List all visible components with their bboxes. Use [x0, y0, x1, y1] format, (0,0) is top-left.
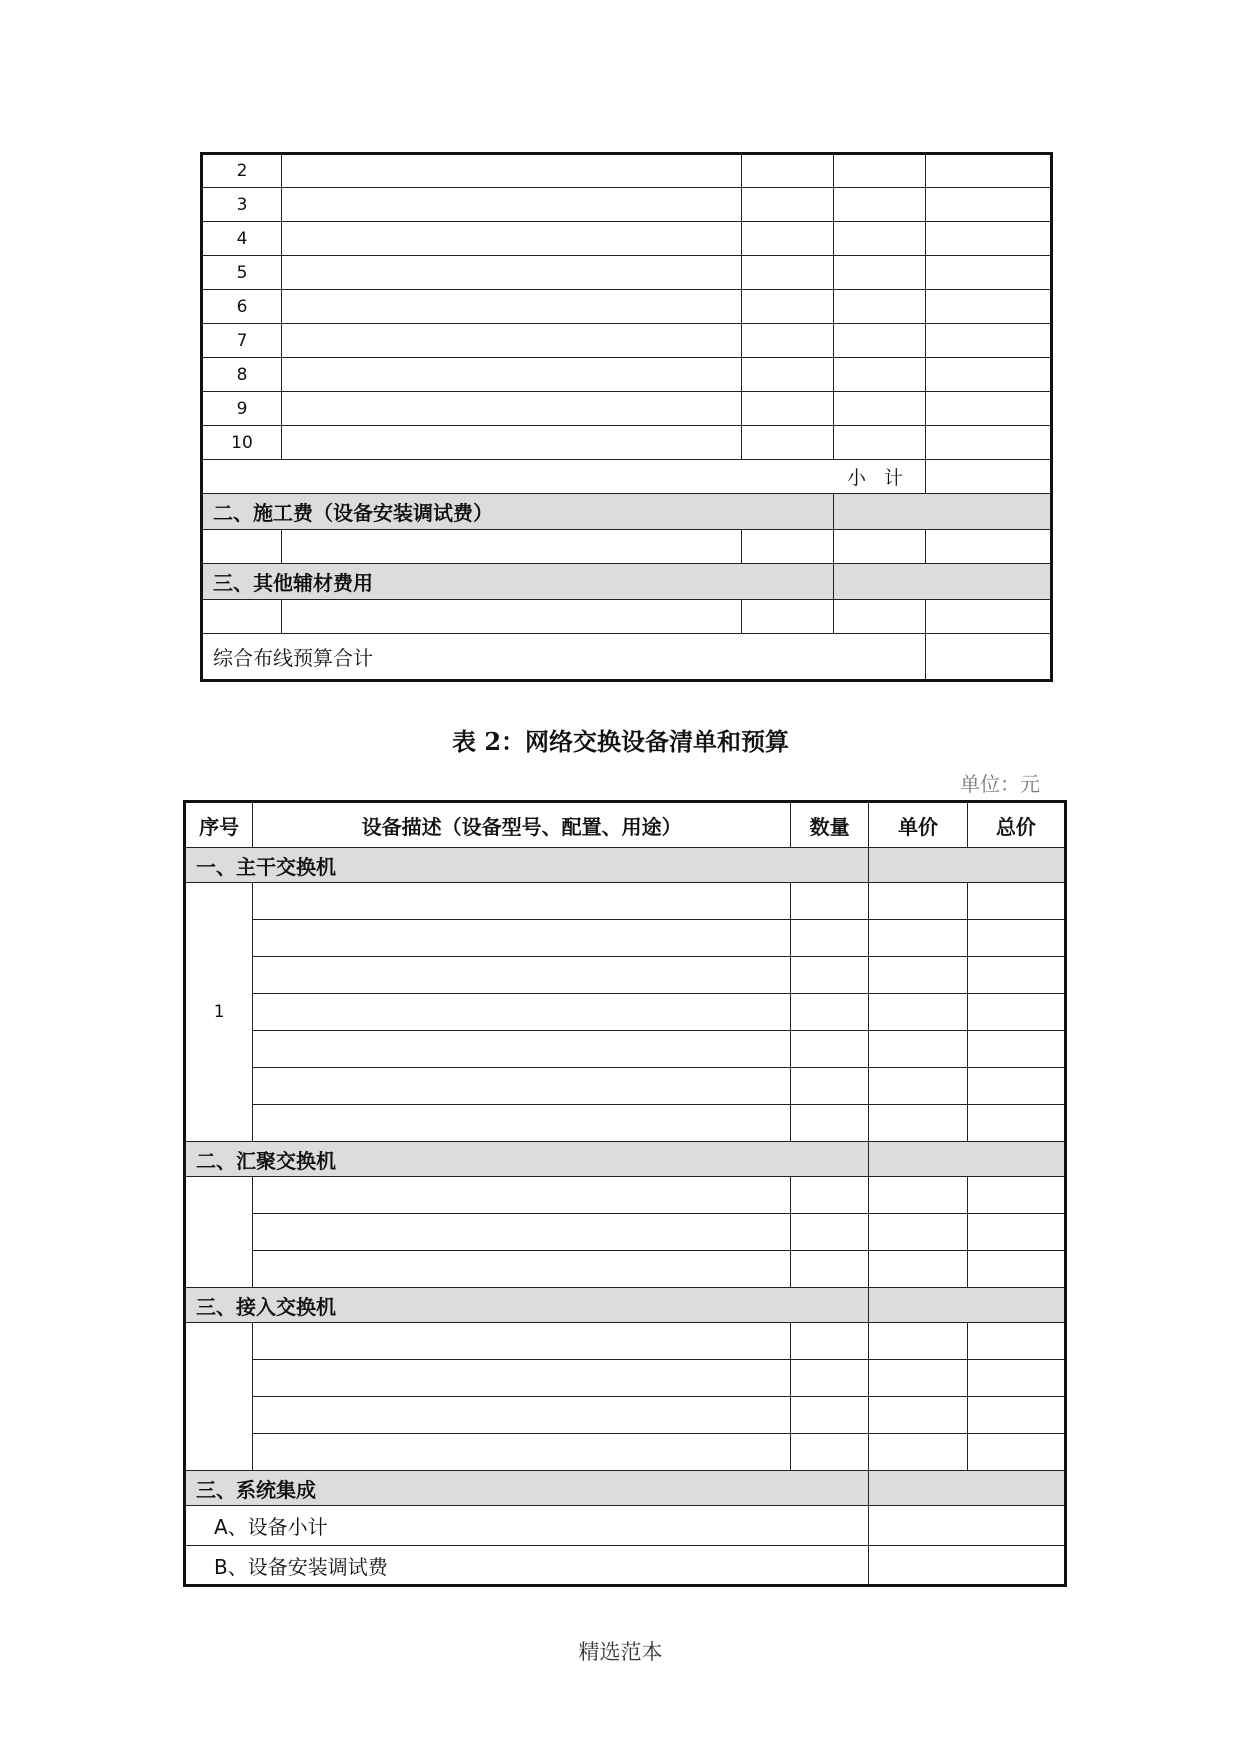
- cell[interactable]: [926, 426, 1052, 460]
- cell[interactable]: [742, 392, 834, 426]
- cell[interactable]: [869, 1177, 967, 1214]
- cell[interactable]: [869, 920, 967, 957]
- cell[interactable]: [926, 188, 1052, 222]
- table-row: [185, 1397, 1066, 1434]
- table-row: [185, 994, 1066, 1031]
- cell[interactable]: [202, 600, 282, 634]
- table-row: [202, 358, 1052, 392]
- table-row: [185, 920, 1066, 957]
- description-cell[interactable]: [253, 1397, 791, 1434]
- cell[interactable]: [869, 1360, 967, 1397]
- cell[interactable]: [202, 530, 282, 564]
- cell[interactable]: [834, 426, 926, 460]
- cell[interactable]: [791, 1031, 869, 1068]
- cell[interactable]: [791, 1323, 869, 1360]
- row-number: 9: [202, 392, 282, 426]
- equipment-subtotal-label: A、设备小计: [185, 1506, 869, 1546]
- description-cell[interactable]: [282, 188, 742, 222]
- table-row: [185, 1546, 1066, 1586]
- table-row: [202, 392, 1052, 426]
- cell[interactable]: [926, 358, 1052, 392]
- cell[interactable]: [791, 1397, 869, 1434]
- section-value[interactable]: [869, 1471, 1066, 1506]
- cell[interactable]: [834, 188, 926, 222]
- cell[interactable]: [742, 256, 834, 290]
- section-row: [202, 494, 1052, 530]
- cabling-total-value[interactable]: [926, 634, 1052, 681]
- description-cell[interactable]: [253, 883, 791, 920]
- cell[interactable]: [834, 392, 926, 426]
- row-number: 1: [185, 883, 253, 1142]
- cell[interactable]: [742, 426, 834, 460]
- cell[interactable]: [926, 256, 1052, 290]
- subtotal-value[interactable]: [926, 460, 1052, 494]
- cell[interactable]: [834, 290, 926, 324]
- cell[interactable]: [967, 1214, 1065, 1251]
- cell[interactable]: [926, 392, 1052, 426]
- table-row: [202, 530, 1052, 564]
- cell[interactable]: [791, 1214, 869, 1251]
- header-row: [185, 802, 1066, 848]
- cell[interactable]: [869, 1434, 967, 1471]
- description-cell[interactable]: [282, 426, 742, 460]
- cell[interactable]: [967, 957, 1065, 994]
- table-row: [185, 1214, 1066, 1251]
- cell[interactable]: [869, 1251, 967, 1288]
- cell[interactable]: [791, 1068, 869, 1105]
- table-row: [185, 957, 1066, 994]
- seq-cell[interactable]: [185, 1177, 253, 1288]
- description-cell[interactable]: [253, 1360, 791, 1397]
- section-row: [185, 1142, 1066, 1177]
- cell[interactable]: [791, 920, 869, 957]
- cell[interactable]: [791, 957, 869, 994]
- cell[interactable]: [834, 530, 926, 564]
- header-total-price: 总价: [967, 802, 1065, 848]
- table-row: [202, 222, 1052, 256]
- cell[interactable]: [742, 222, 834, 256]
- description-cell[interactable]: [282, 358, 742, 392]
- cell[interactable]: [967, 1360, 1065, 1397]
- cell[interactable]: [834, 256, 926, 290]
- cell[interactable]: [967, 1434, 1065, 1471]
- section-core-switch: 一、主干交换机: [185, 848, 869, 883]
- cell[interactable]: [869, 883, 967, 920]
- section-value[interactable]: [869, 1142, 1066, 1177]
- cell[interactable]: [791, 1177, 869, 1214]
- section-system-integration: 三、系统集成: [185, 1471, 869, 1506]
- cell[interactable]: [869, 957, 967, 994]
- header-unit-price: 单价: [869, 802, 967, 848]
- cell[interactable]: [742, 154, 834, 188]
- cell[interactable]: [869, 1323, 967, 1360]
- table-row: [185, 1068, 1066, 1105]
- table-row: [185, 1251, 1066, 1288]
- cell[interactable]: [742, 188, 834, 222]
- cell[interactable]: [742, 600, 834, 634]
- cell[interactable]: [967, 1177, 1065, 1214]
- cell[interactable]: [869, 994, 967, 1031]
- description-cell[interactable]: [282, 256, 742, 290]
- seq-cell[interactable]: [185, 1323, 253, 1471]
- section-aggregation-switch: 二、汇聚交换机: [185, 1142, 869, 1177]
- section-row: [185, 1471, 1066, 1506]
- cell[interactable]: [926, 600, 1052, 634]
- description-cell[interactable]: [253, 1031, 791, 1068]
- row-number: 4: [202, 222, 282, 256]
- installation-fee-label: B、设备安装调试费: [185, 1546, 869, 1586]
- cell[interactable]: [869, 1105, 967, 1142]
- section-value[interactable]: [834, 494, 1052, 530]
- cell[interactable]: [967, 920, 1065, 957]
- cell[interactable]: [869, 1031, 967, 1068]
- description-cell[interactable]: [253, 1068, 791, 1105]
- table-row: [202, 426, 1052, 460]
- table-row: [185, 1323, 1066, 1360]
- cell[interactable]: [967, 1105, 1065, 1142]
- description-cell[interactable]: [253, 1177, 791, 1214]
- description-cell[interactable]: [253, 1323, 791, 1360]
- cell[interactable]: [742, 530, 834, 564]
- cell[interactable]: [926, 154, 1052, 188]
- cell[interactable]: [869, 1214, 967, 1251]
- table-row: [185, 1360, 1066, 1397]
- section-value[interactable]: [869, 1288, 1066, 1323]
- description-cell[interactable]: [282, 154, 742, 188]
- description-cell[interactable]: [253, 920, 791, 957]
- cell[interactable]: [791, 1434, 869, 1471]
- description-cell[interactable]: [253, 957, 791, 994]
- cabling-total-label: 综合布线预算合计: [202, 634, 926, 681]
- row-number: 8: [202, 358, 282, 392]
- cell[interactable]: [742, 324, 834, 358]
- description-cell[interactable]: [282, 324, 742, 358]
- section-row: [185, 848, 1066, 883]
- row-number: 7: [202, 324, 282, 358]
- table-row: [202, 154, 1052, 188]
- section-access-switch: 三、接入交换机: [185, 1288, 869, 1323]
- cell[interactable]: [742, 358, 834, 392]
- table-row: [202, 290, 1052, 324]
- subtotal-label: 小 计: [202, 460, 926, 494]
- section-value[interactable]: [834, 564, 1052, 600]
- section-construction-fee: 二、施工费（设备安装调试费）: [202, 494, 834, 530]
- cell[interactable]: [967, 1068, 1065, 1105]
- table-row: [202, 256, 1052, 290]
- cell[interactable]: [791, 883, 869, 920]
- cell[interactable]: [791, 1251, 869, 1288]
- section-other-materials: 三、其他辅材费用: [202, 564, 834, 600]
- description-cell[interactable]: [282, 222, 742, 256]
- cell[interactable]: [926, 324, 1052, 358]
- section-value[interactable]: [869, 848, 1066, 883]
- description-cell[interactable]: [253, 994, 791, 1031]
- cell[interactable]: [834, 358, 926, 392]
- equipment-subtotal-value[interactable]: [869, 1506, 1066, 1546]
- cell[interactable]: [967, 994, 1065, 1031]
- network-switch-budget-table: [183, 800, 1067, 1587]
- installation-fee-value[interactable]: [869, 1546, 1066, 1586]
- cell[interactable]: [834, 600, 926, 634]
- header-seq: 序号: [185, 802, 253, 848]
- cabling-budget-table: [200, 152, 1053, 682]
- total-row: [202, 634, 1052, 681]
- cell[interactable]: [967, 883, 1065, 920]
- table-row: [202, 188, 1052, 222]
- row-number: 10: [202, 426, 282, 460]
- table-row: [185, 1506, 1066, 1546]
- cell[interactable]: [926, 222, 1052, 256]
- cell[interactable]: [926, 290, 1052, 324]
- cell[interactable]: [967, 1323, 1065, 1360]
- cell[interactable]: [282, 600, 742, 634]
- table-row: [202, 600, 1052, 634]
- row-number: 5: [202, 256, 282, 290]
- header-description: 设备描述（设备型号、配置、用途）: [253, 802, 791, 848]
- table-row: [185, 883, 1066, 920]
- cell[interactable]: [791, 1105, 869, 1142]
- cell[interactable]: [869, 1068, 967, 1105]
- description-cell[interactable]: [253, 1251, 791, 1288]
- page-footer: 精选范本: [578, 1640, 663, 1664]
- table-row: [185, 1105, 1066, 1142]
- description-cell[interactable]: [282, 392, 742, 426]
- cell[interactable]: [791, 1360, 869, 1397]
- description-cell[interactable]: [253, 1105, 791, 1142]
- description-cell[interactable]: [253, 1214, 791, 1251]
- cell[interactable]: [926, 530, 1052, 564]
- description-cell[interactable]: [282, 290, 742, 324]
- row-number: 3: [202, 188, 282, 222]
- cell[interactable]: [967, 1397, 1065, 1434]
- table-row: [185, 1434, 1066, 1471]
- description-cell[interactable]: [253, 1434, 791, 1471]
- header-quantity: 数量: [791, 802, 869, 848]
- table-caption: 表 2：网络交换设备清单和预算: [451, 727, 790, 756]
- unit-label: 单位：元: [960, 772, 1040, 796]
- cell[interactable]: [967, 1251, 1065, 1288]
- row-number: 6: [202, 290, 282, 324]
- section-row: [202, 564, 1052, 600]
- table-row: [202, 324, 1052, 358]
- row-number: 2: [202, 154, 282, 188]
- cell[interactable]: [282, 530, 742, 564]
- table-row: [185, 1177, 1066, 1214]
- cell[interactable]: [791, 994, 869, 1031]
- cell[interactable]: [869, 1397, 967, 1434]
- section-row: [185, 1288, 1066, 1323]
- cell[interactable]: [967, 1031, 1065, 1068]
- cell[interactable]: [834, 324, 926, 358]
- table-row: [185, 1031, 1066, 1068]
- cell[interactable]: [742, 290, 834, 324]
- subtotal-row: [202, 460, 1052, 494]
- cell[interactable]: [834, 154, 926, 188]
- cell[interactable]: [834, 222, 926, 256]
